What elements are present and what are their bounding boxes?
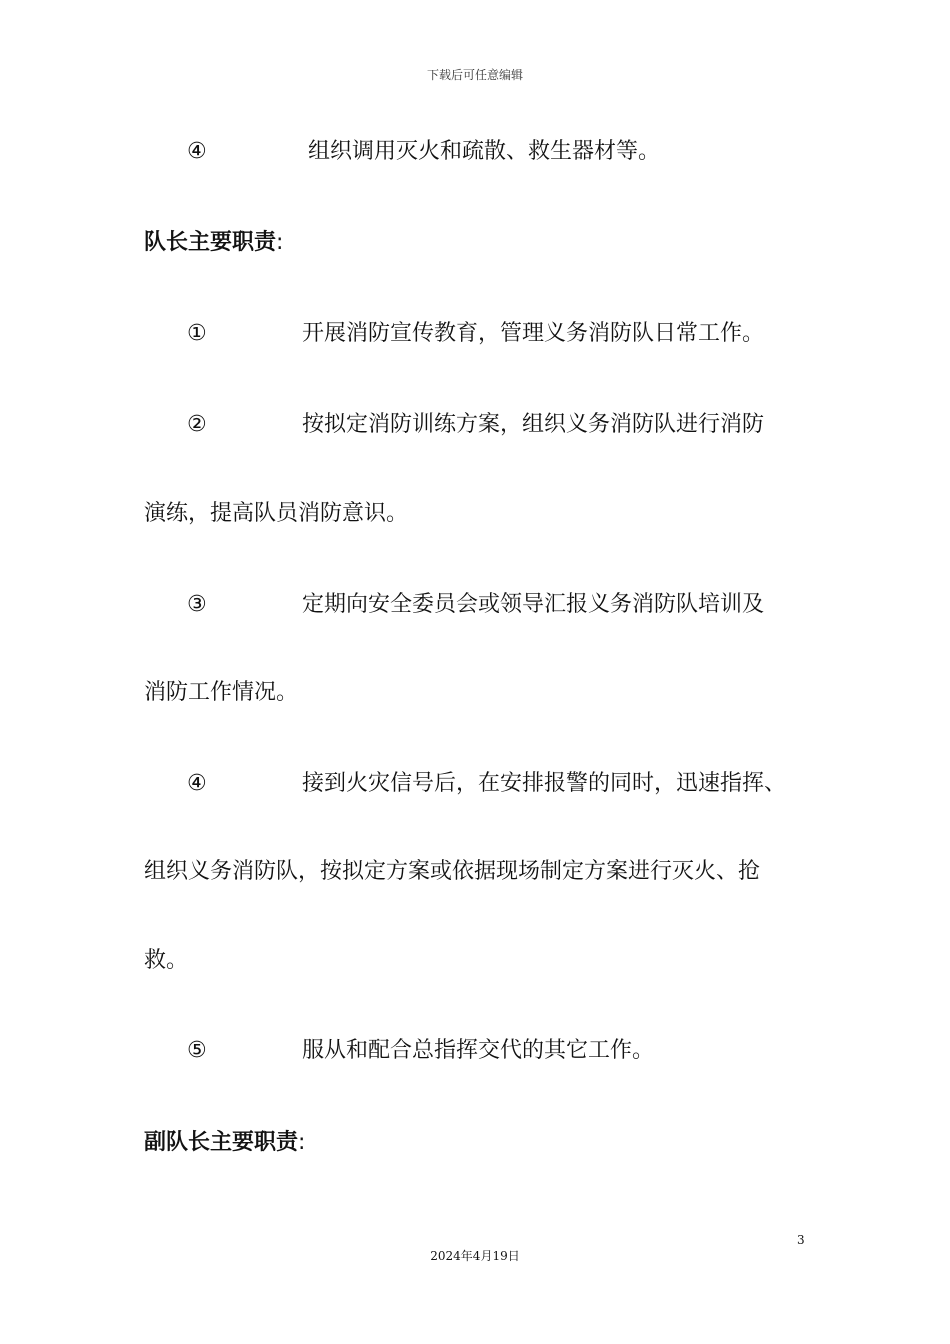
list-item-continuation: 演练，提高队员消防意识。 [144,501,409,526]
list-marker: ① [187,321,207,346]
section-heading-vice-captain [144,1128,305,1158]
heading-colon: : [276,230,284,255]
list-marker: ⑤ [187,1038,207,1063]
list-item-continuation: 救。 [144,948,189,973]
list-marker: ④ [187,139,207,164]
list-item-text: 开展消防宣传教育，管理义务消防队日常工作。 [302,321,765,346]
list-item-text: 定期向安全委员会或领导汇报义务消防队培训及 [302,592,765,617]
list-marker: ② [187,412,207,437]
page-number: 3 [797,1233,805,1247]
heading-colon: : [298,1130,306,1155]
list-item-text: 按拟定消防训练方案，组织义务消防队进行消防 [302,412,765,437]
section-heading-captain [144,228,283,258]
heading-text: 副队长主要职责 [144,1130,299,1155]
list-item-text: 接到火灾信号后，在安排报警的同时，迅速指挥、 [302,771,787,796]
footer-date: 2024年4月19日 [430,1249,520,1263]
list-item-text: 服从和配合总指挥交代的其它工作。 [302,1038,655,1063]
list-item-text: 组织调用灭火和疏散、救生器材等。 [308,139,661,164]
list-marker: ④ [187,771,207,796]
list-marker: ③ [187,592,207,617]
list-item-continuation: 组织义务消防队，按拟定方案或依据现场制定方案进行灭火、抢 [144,859,761,884]
page-header: 下载后可任意编辑 [426,68,523,82]
heading-text: 队长主要职责 [144,230,277,255]
list-item-continuation: 消防工作情况。 [144,680,299,705]
